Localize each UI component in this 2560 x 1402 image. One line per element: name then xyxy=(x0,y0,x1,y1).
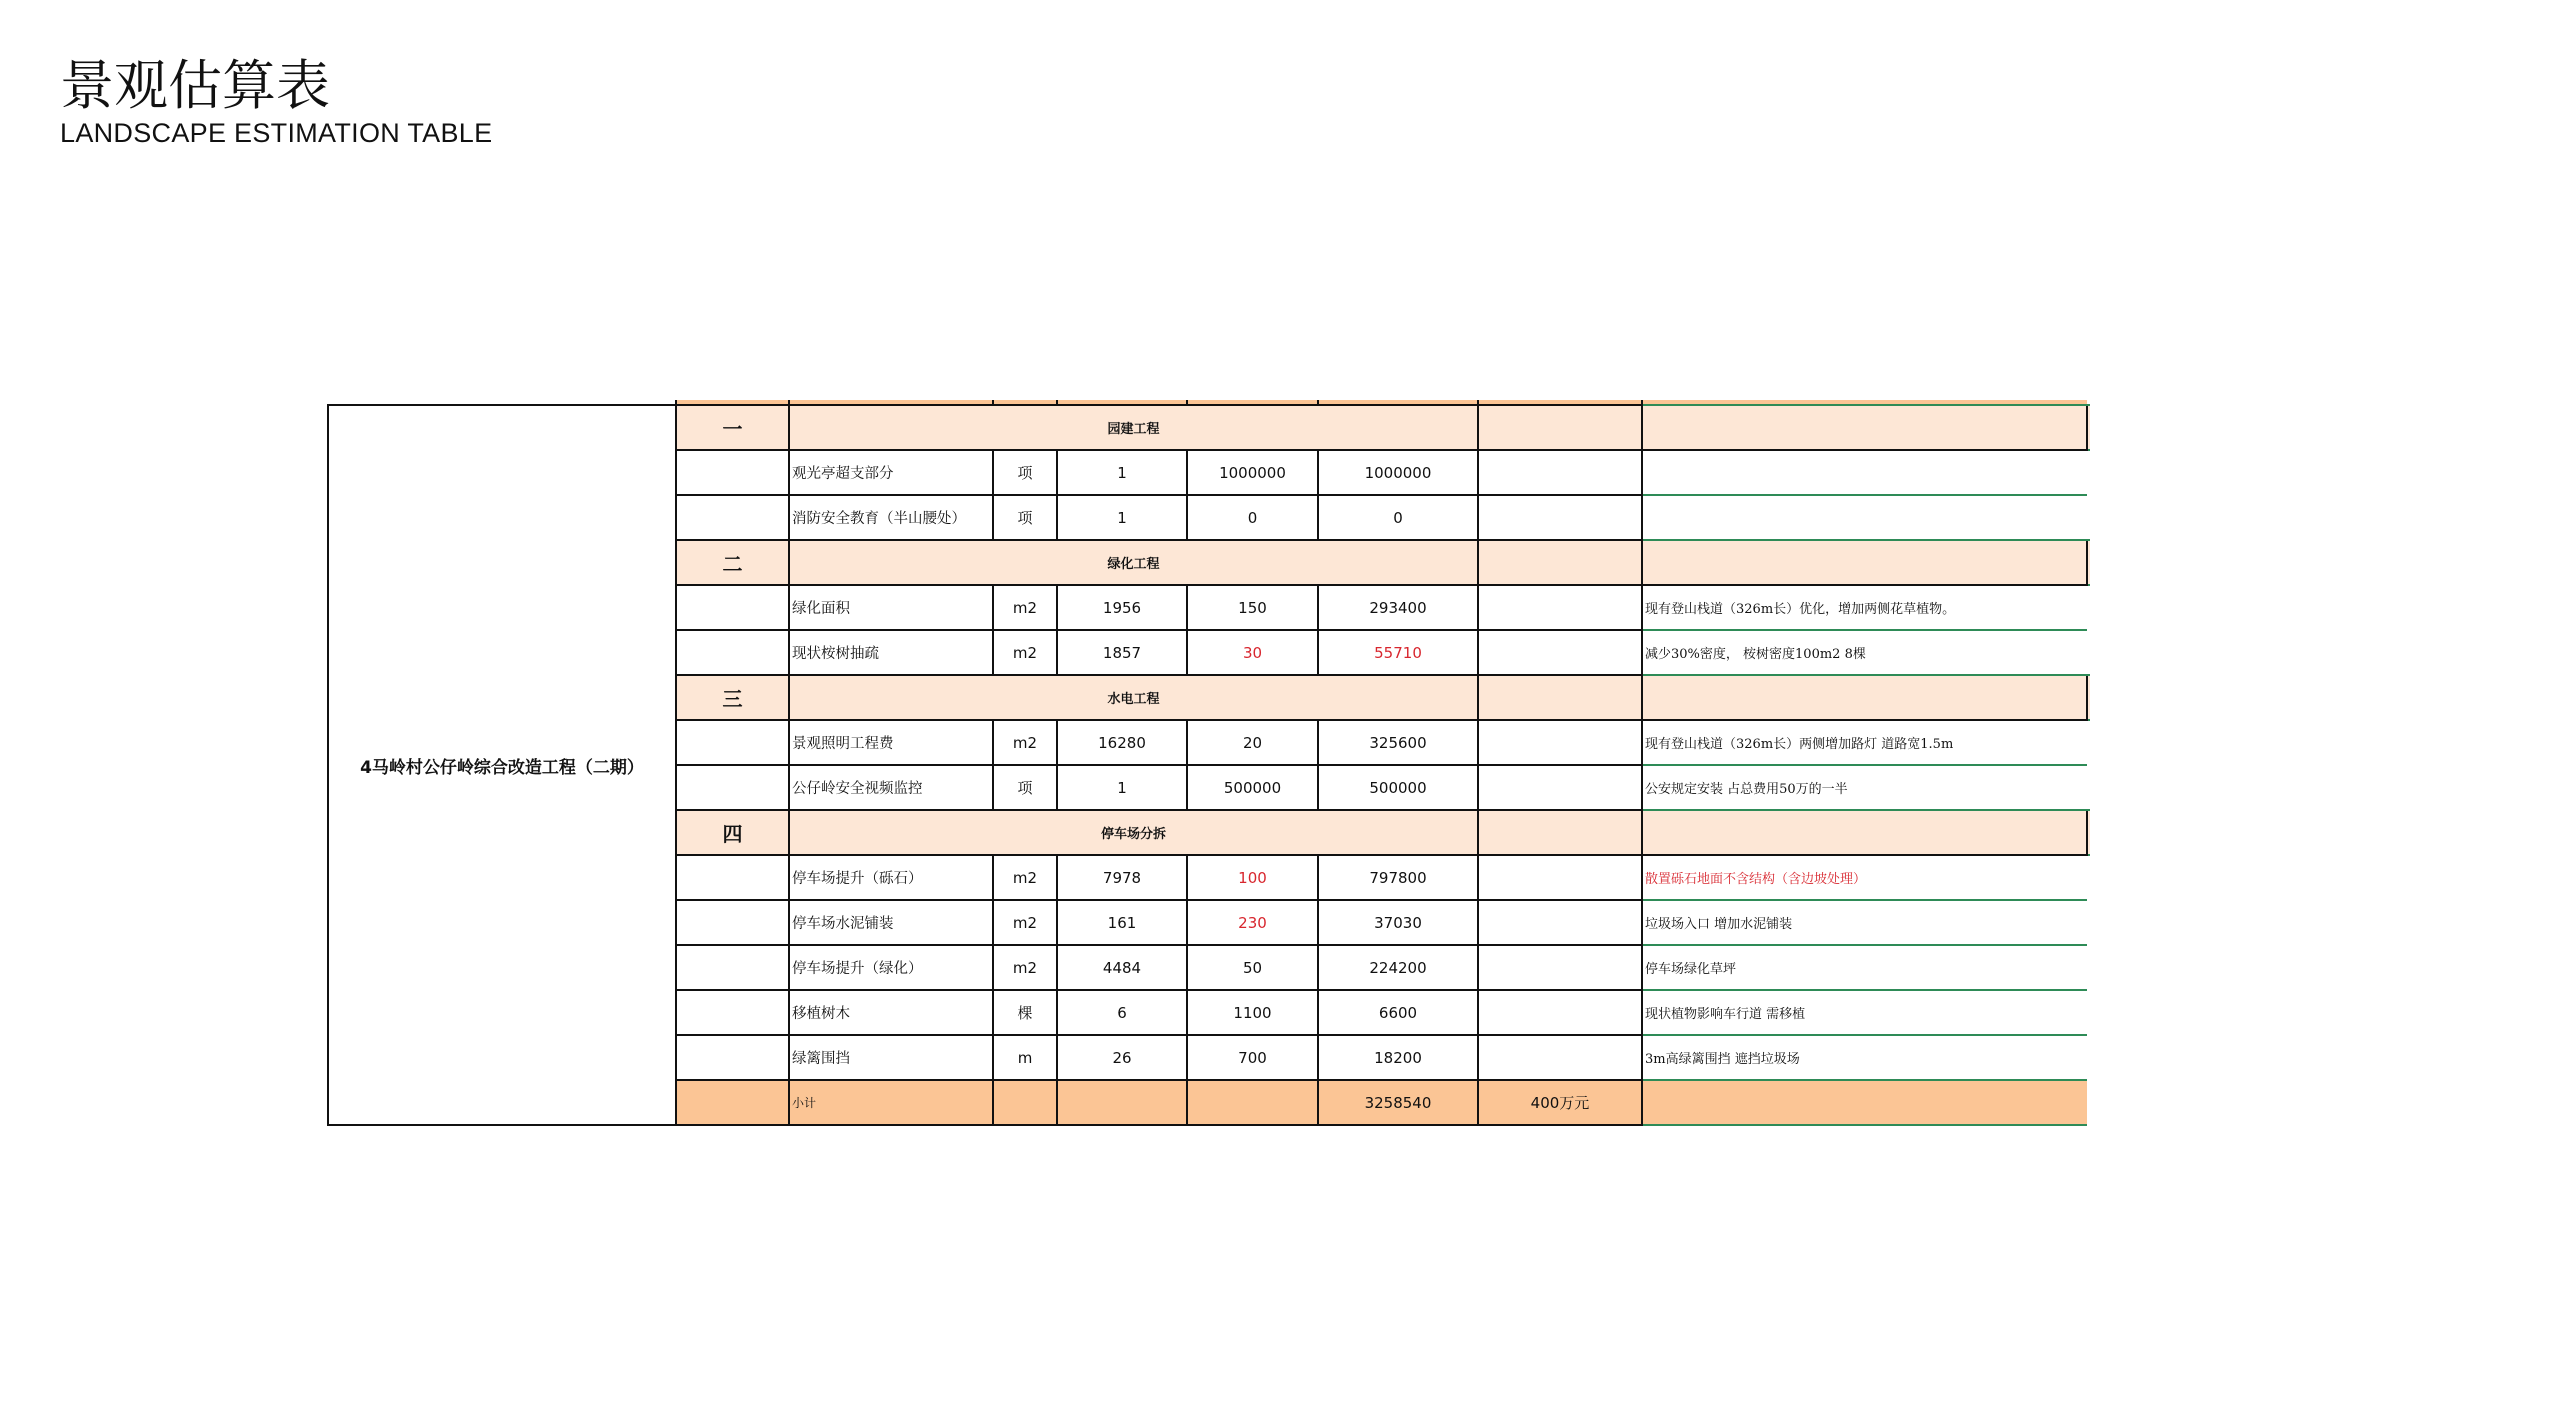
item-qty: 1 xyxy=(1057,765,1187,810)
item-unit: m2 xyxy=(993,585,1057,630)
title-block xyxy=(60,54,492,148)
subtotal-unit xyxy=(993,1080,1057,1125)
item-total: 325600 xyxy=(1318,720,1478,765)
item-total: 293400 xyxy=(1318,585,1478,630)
section-note xyxy=(2087,405,2090,450)
item-budget xyxy=(1478,720,1642,765)
item-price: 20 xyxy=(1187,720,1318,765)
section-total xyxy=(1478,405,1642,450)
item-qty: 1 xyxy=(1057,450,1187,495)
item-qty: 161 xyxy=(1057,900,1187,945)
item-note xyxy=(1642,495,2087,540)
item-note xyxy=(1642,450,2087,495)
page-title: 景观估算表 xyxy=(60,54,330,117)
item-note: 3m高绿篱围挡 遮挡垃圾场 xyxy=(1642,1035,2087,1080)
item-budget xyxy=(1478,1035,1642,1080)
item-note: 公安规定安装 占总费用50万的一半 xyxy=(1642,765,2087,810)
row-index xyxy=(676,945,789,990)
item-name: 停车场提升（砾石） xyxy=(789,855,993,900)
item-price: 150 xyxy=(1187,585,1318,630)
section-title: 水电工程 xyxy=(789,675,1478,720)
item-total: 224200 xyxy=(1318,945,1478,990)
item-unit: 项 xyxy=(993,495,1057,540)
item-name: 现状桉树抽疏 xyxy=(789,630,993,675)
item-name: 绿化面积 xyxy=(789,585,993,630)
section-budget xyxy=(1642,540,2087,585)
item-note: 现有登山栈道（326m长）两侧增加路灯 道路宽1.5m xyxy=(1642,720,2087,765)
item-total: 1000000 xyxy=(1318,450,1478,495)
subtotal-price xyxy=(1187,1080,1318,1125)
item-budget xyxy=(1478,585,1642,630)
item-unit: m2 xyxy=(993,855,1057,900)
item-name: 移植树木 xyxy=(789,990,993,1035)
item-price: 230 xyxy=(1187,900,1318,945)
section-budget xyxy=(1642,675,2087,720)
item-note: 垃圾场入口 增加水泥铺装 xyxy=(1642,900,2087,945)
item-unit: m xyxy=(993,1035,1057,1080)
item-qty: 16280 xyxy=(1057,720,1187,765)
section-number: 三 xyxy=(676,675,789,720)
subtotal-label: 小计 xyxy=(789,1080,993,1125)
item-qty: 6 xyxy=(1057,990,1187,1035)
section-title: 园建工程 xyxy=(789,405,1478,450)
item-unit: m2 xyxy=(993,945,1057,990)
item-budget xyxy=(1478,495,1642,540)
row-index xyxy=(676,1080,789,1125)
section-number: 四 xyxy=(676,810,789,855)
item-qty: 4484 xyxy=(1057,945,1187,990)
subtotal-total: 3258540 xyxy=(1318,1080,1478,1125)
row-index xyxy=(676,1035,789,1080)
item-unit: 棵 xyxy=(993,990,1057,1035)
item-name: 绿篱围挡 xyxy=(789,1035,993,1080)
item-price: 700 xyxy=(1187,1035,1318,1080)
item-budget xyxy=(1478,990,1642,1035)
item-budget xyxy=(1478,855,1642,900)
item-unit: m2 xyxy=(993,630,1057,675)
item-note: 现有登山栈道（326m长）优化，增加两侧花草植物。 xyxy=(1642,585,2087,630)
item-price: 0 xyxy=(1187,495,1318,540)
item-total: 500000 xyxy=(1318,765,1478,810)
item-total: 6600 xyxy=(1318,990,1478,1035)
subtotal-budget: 400万元 xyxy=(1478,1080,1642,1125)
section-budget xyxy=(1642,810,2087,855)
section-number: 二 xyxy=(676,540,789,585)
item-unit: m2 xyxy=(993,720,1057,765)
row-index xyxy=(676,495,789,540)
item-total: 797800 xyxy=(1318,855,1478,900)
item-budget xyxy=(1478,450,1642,495)
item-price: 50 xyxy=(1187,945,1318,990)
item-price: 1000000 xyxy=(1187,450,1318,495)
item-total: 18200 xyxy=(1318,1035,1478,1080)
item-total: 55710 xyxy=(1318,630,1478,675)
item-total: 0 xyxy=(1318,495,1478,540)
section-title: 绿化工程 xyxy=(789,540,1478,585)
item-name: 停车场提升（绿化） xyxy=(789,945,993,990)
section-title: 停车场分拆 xyxy=(789,810,1478,855)
item-price: 500000 xyxy=(1187,765,1318,810)
item-qty: 1 xyxy=(1057,495,1187,540)
item-budget xyxy=(1478,765,1642,810)
item-unit: m2 xyxy=(993,900,1057,945)
project-name: 4马岭村公仔岭综合改造工程（二期） xyxy=(328,405,676,1125)
item-name: 停车场水泥铺装 xyxy=(789,900,993,945)
item-budget xyxy=(1478,630,1642,675)
item-total: 37030 xyxy=(1318,900,1478,945)
item-name: 公仔岭安全视频监控 xyxy=(789,765,993,810)
item-name: 消防安全教育（半山腰处） xyxy=(789,495,993,540)
item-note: 现状植物影响车行道 需移植 xyxy=(1642,990,2087,1035)
row-index xyxy=(676,630,789,675)
row-index xyxy=(676,765,789,810)
item-name: 景观照明工程费 xyxy=(789,720,993,765)
row-index xyxy=(676,900,789,945)
row-index xyxy=(676,855,789,900)
item-unit: 项 xyxy=(993,765,1057,810)
section-total xyxy=(1478,675,1642,720)
item-budget xyxy=(1478,900,1642,945)
row-index xyxy=(676,990,789,1035)
item-name: 观光亭超支部分 xyxy=(789,450,993,495)
item-note: 减少30%密度， 桉树密度100m2 8棵 xyxy=(1642,630,2087,675)
section-total xyxy=(1478,540,1642,585)
item-price: 1100 xyxy=(1187,990,1318,1035)
item-note: 停车场绿化草坪 xyxy=(1642,945,2087,990)
item-price: 30 xyxy=(1187,630,1318,675)
section-note xyxy=(2087,810,2090,855)
section-number: 一 xyxy=(676,405,789,450)
item-qty: 1857 xyxy=(1057,630,1187,675)
item-unit: 项 xyxy=(993,450,1057,495)
subtotal-qty xyxy=(1057,1080,1187,1125)
item-price: 100 xyxy=(1187,855,1318,900)
row-index xyxy=(676,450,789,495)
section-total xyxy=(1478,810,1642,855)
section-note xyxy=(2087,540,2090,585)
page-subtitle: LANDSCAPE ESTIMATION TABLE xyxy=(60,118,493,148)
row-index xyxy=(676,585,789,630)
subtotal-note xyxy=(1642,1080,2087,1125)
estimation-table-wrapper xyxy=(327,400,2090,1126)
item-budget xyxy=(1478,945,1642,990)
item-qty: 7978 xyxy=(1057,855,1187,900)
section-row xyxy=(328,405,2090,450)
row-index xyxy=(676,720,789,765)
section-note xyxy=(2087,675,2090,720)
item-qty: 1956 xyxy=(1057,585,1187,630)
item-note: 散置砾石地面不含结构（含边坡处理） xyxy=(1642,855,2087,900)
estimation-table xyxy=(327,400,2090,1126)
item-qty: 26 xyxy=(1057,1035,1187,1080)
section-budget xyxy=(1642,405,2087,450)
